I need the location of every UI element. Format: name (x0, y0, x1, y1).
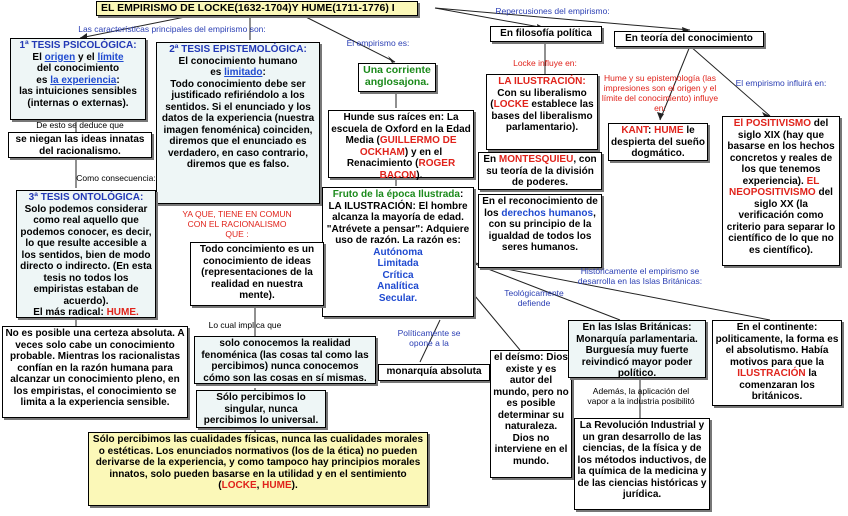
tesis2-text: es (210, 67, 225, 78)
experiencia-link: la experiencia (50, 74, 117, 86)
niegan-box: se niegan las ideas innatas del racionalismo. (8, 132, 152, 158)
label-repercusiones: Repercusiones del empirismo: (495, 6, 610, 16)
derechos-box (478, 194, 602, 268)
razon-item: Limitada (377, 258, 419, 269)
fenomenica-box: solo conocemos la realidad fenoménica (las cosas tal como las percibimos) nunca conocemos cómo son las cosas en sí mismas. (194, 336, 376, 384)
tesis3-heading: 3ª TESIS ONTOLÓGICA: (28, 192, 144, 203)
hume-name: HUME. (106, 307, 139, 318)
razon-item: Crítica (382, 269, 414, 281)
kant-box (608, 123, 708, 161)
locke-name: LOCKE (493, 99, 529, 110)
razon-item: Analítica (377, 281, 419, 292)
label-ya-que: YA QUE, TIENE EN COMUN CON EL RACIONALISMO QUE : (182, 209, 292, 239)
fruto-colon: : (459, 189, 464, 200)
tesis-epistemologica-box (156, 42, 320, 204)
teoria-conocimiento-box: En teoría del conocimiento (614, 31, 764, 47)
todo-conocimiento-box: Todo concimiento es un conocimiento de ideas (representaciones de la realidad en nuestra mente). (190, 242, 324, 306)
raices-box (328, 110, 474, 181)
filosofia-politica-box: En filosofía política (490, 26, 602, 42)
tesis-psicologica-box (10, 38, 146, 120)
derechos-text: , con su principio de la igualdad de todos los seres humanos. (488, 207, 596, 253)
raices-text: ) y en el Renacimiento ( (346, 146, 443, 169)
label-ademas: Además, la aplicación del vapor a la industria posibilitó (587, 386, 695, 406)
neopositivismo-name: EL NEOPOSITIVISMO (729, 175, 820, 198)
kant-text: le despierta del sueño dogmático. (611, 125, 705, 159)
origen-link: origen (44, 51, 76, 63)
label-locke-influye: Locke influye en: (513, 58, 577, 68)
deismo-box: el deísmo: Dios existe y es autor del mundo, pero no es posible determinar su naturaleza. Dios no interviene en el mundo. (490, 350, 572, 478)
label-teologicamente: Teológicamente defiende (504, 288, 564, 308)
monarquia-box: monarquía absoluta (378, 364, 490, 381)
positivismo-text: del siglo XX (la verificación como criterio para separar lo científico de lo que no es científico). (726, 187, 836, 256)
certeza-box: No es posible una certeza absoluta. A veces solo cabe un conocimiento probable. Mientras los racionalistas confían en la razón humana para alcanzar un conocimiento pleno, en los empiristas, el conocimiento se limita a la experiencia sensible. (2, 326, 188, 418)
ilustracion-name: ILUSTRACIÓN (737, 368, 806, 379)
tesis1-text: del conocimiento (36, 63, 120, 74)
revolucion-box: La Revolución Industrial y un gran desarrollo de las ciencias, de la física y de los métodos inductivos, de la química de la medicina y de las ciencias históricas y jurídica. (574, 418, 710, 510)
tesis1-text: El (32, 51, 45, 63)
raices-text: ). (416, 169, 423, 181)
cualidades-text: ). (291, 480, 298, 491)
continente-text: la comenzaran los británicos. (739, 368, 817, 402)
continente-box (712, 320, 842, 406)
corriente-box: Una corriente anglosajona. (358, 63, 436, 92)
positivismo-text: del siglo XIX (hay que basarse en los hechos concretos y reales de los que tenemos experiencia). (727, 118, 835, 187)
singular-box: Sólo percibimos lo singular, nunca percibimos lo universal. (196, 390, 326, 428)
label-influira: El empirismo influirá en: (735, 78, 827, 88)
fruto-ilustrada-box (322, 187, 474, 317)
title-part-2: (1632-1704)Y HUME(1711-1776) I (234, 2, 395, 14)
tesis2-text: : (262, 67, 266, 78)
islas-box: En las Islas Británicas: Monarquía parlamentaria. Burguesía muy fuerte reivindicó mayor poder político. (568, 320, 706, 378)
razon-item: Autónoma (373, 246, 423, 258)
ockham-name: GUILLERMO DE OCKHAM (359, 135, 457, 158)
positivismo-box (722, 116, 840, 266)
tesis1-text: es (36, 74, 51, 86)
label-caracteristicas: Las características principales del empirismo son: (78, 24, 266, 34)
label-historicamente: Históricamente el empirismo se desarrolla en las Islas Británicas: (577, 266, 703, 286)
tesis2-text: Todo conocimiento debe ser justificado refiriéndolo a los sentidos. Si el enunciado y los datos de la experiencia (nuestra imagen fenoménica) coinciden, diremos que el enunciado es verdadero, en caso contrario, diremos que es falso. (161, 78, 315, 170)
map-title (96, 1, 418, 16)
label-hume-influye: Hume y su epistemología (las impresiones son el origen y el límite del conocimiento) influye en: (601, 73, 719, 113)
montesquieu-box (478, 152, 602, 190)
tesis3-text: Solo podemos considerar como real aquello que podemos conocer, es decir, lo que resulte accesible a los sentidos, bien de modo directo o indirecto. (En esta tesis no todos los empiristas estaban de acuerdo). (20, 203, 152, 307)
tesis3-text: El más radical: (33, 307, 107, 318)
label-deduce: De esto se deduce que (36, 120, 124, 130)
bacon-name: ROGER BACON (379, 158, 456, 181)
ilustracion-locke-box (486, 74, 598, 150)
label-empirismo-es: El empirismo es: (346, 38, 410, 48)
derechos-humanos: derechos humanos (501, 207, 594, 219)
tesis2-text: El conocimiento humano (178, 55, 298, 67)
montesquieu-text: En (483, 154, 499, 165)
label-consecuencia: Como consecuencia: (76, 173, 156, 183)
ilustracion-text: establece las bases del liberalismo parlamentario). (491, 99, 594, 133)
tesis2-heading: 2ª TESIS EPISTEMOLÓGICA: (169, 44, 307, 55)
ilustracion-heading: LA ILUSTRACIÓN: (498, 76, 586, 87)
kant-text: : (647, 125, 655, 136)
label-politicamente: Políticamente se opone a la (397, 328, 461, 348)
kant-name: KANT (621, 125, 648, 136)
limitado-link: limitado (224, 67, 263, 78)
cualidades-text: , (256, 480, 263, 491)
cualidades-text: Sólo percibimos las cualidades físicas, nunca las cualidades morales o estéticas. Los enunciados normativos (los de la ética) no pueden derivarse de la experiencia, y como tampoco hay principios morales innatos, solo pueden basarse en la utilidad y en el sentimiento ( (92, 434, 424, 491)
tesis1-heading: 1ª TESIS PSICOLÓGICA: (19, 40, 137, 51)
derechos-text: En el reconocimiento de los (482, 196, 598, 219)
ilustracion-text: Con su liberalismo ( (490, 87, 587, 110)
fruto-heading: Fruto de la época Ilustrada (332, 189, 460, 200)
tesis1-text: : (116, 74, 120, 86)
montesquieu-name: MONTESQUIEU (498, 154, 574, 165)
fruto-text: LA ILUSTRACIÓN: El hombre alcanza la mayoría de edad. "Atrévete a pensar": Adquiere uso de razón. La razón es: (326, 200, 470, 246)
raices-text: Hunde sus raíces en: La escuela de Oxford en la Edad Media ( (331, 112, 471, 146)
cualidades-box (88, 432, 428, 506)
tesis1-text: y el (75, 51, 98, 63)
tesis-ontologica-box (16, 190, 156, 318)
continente-text: En el continente: politicamente, la forma es el absolutismo. Había motivos para que la (715, 322, 839, 368)
hume-name: HUME (654, 125, 684, 136)
locke-name: LOCKE (221, 480, 257, 491)
tesis1-text: las intuiciones sensibles (internas o externas). (19, 86, 137, 109)
title-part-1: EL EMPIRISMO DE LOCKE (101, 2, 235, 14)
hume-name: HUME (262, 480, 292, 491)
label-implica: Lo cual implica que (208, 320, 282, 330)
razon-item: Secular. (378, 292, 418, 304)
limite-link: límite (97, 51, 124, 63)
montesquieu-text: , con su teoría de la división de poderes. (486, 154, 597, 188)
positivismo-name: El POSITIVISMO (733, 118, 811, 129)
